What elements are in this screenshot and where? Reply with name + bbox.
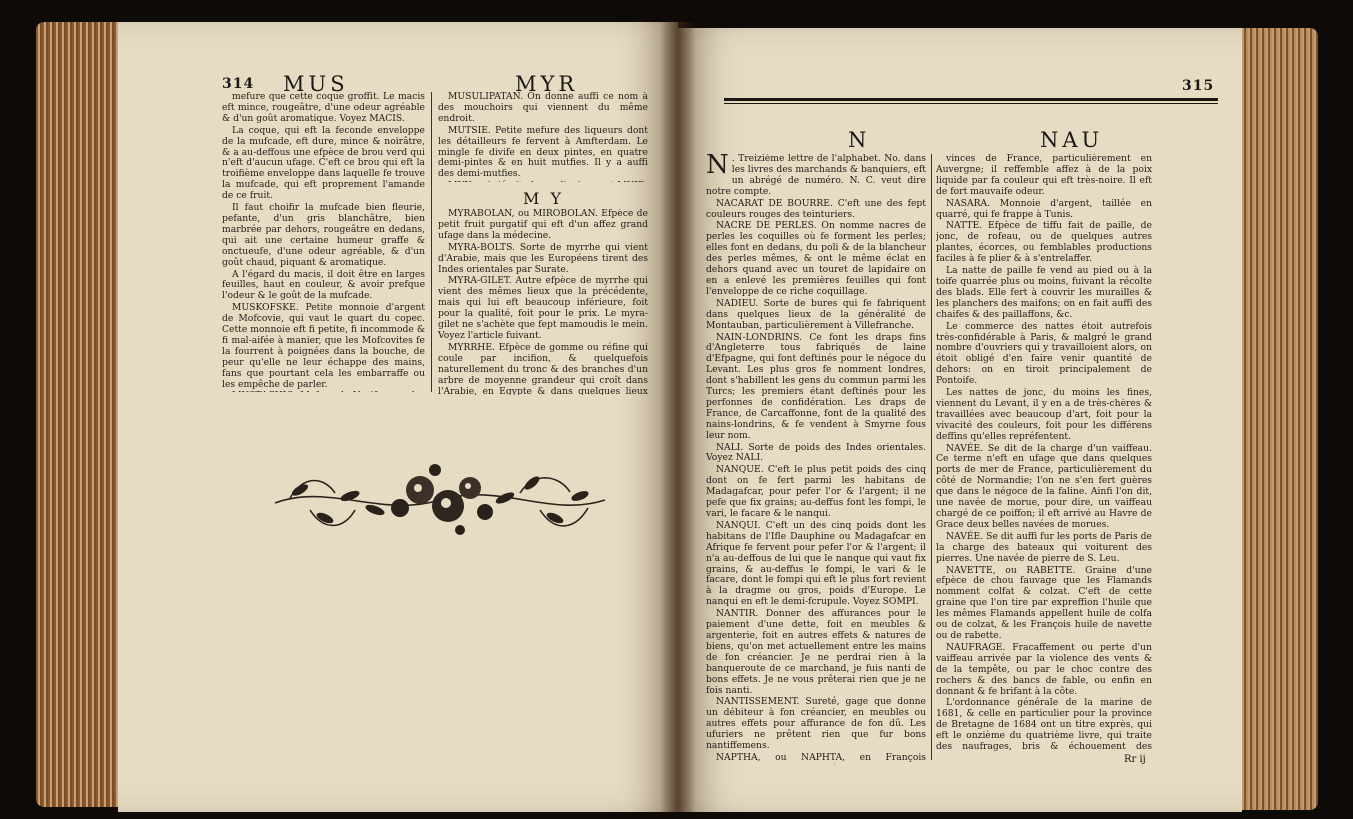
paragraph <box>936 388 1152 443</box>
paragraph-text: NAVETTE, ou RABETTE. Graine d'une efpèce de chou fauvage que les Flamands nomment colfat & colzat. C'eft de cette graine que l'on tire par expreffion l'huile que les mêmes Flamands appellent huile de colfa ou de colzat, & les François huile de navette ou de rabette. <box>936 564 1152 641</box>
left-page-edges <box>36 22 120 807</box>
paragraph <box>706 333 926 442</box>
paragraph <box>936 532 1152 565</box>
paragraph-text: NAVÉE. Se dit de la charge d'un vaiffeau. Ce terme n'eft en ufage que dans quelques ports de mer de France, particulièrement du côté de Normandie; l'on ne s'en fert guères que dans le négoce de la faline. Ainfi l'on dit, une navée de morue, pour dire, un vaiffeau chargé de ce poiffon; il eft arrivé au Havre de Grace deux belles navées de morues. <box>936 442 1152 530</box>
paragraph-text: MUSULIPATAN. On donne auffi ce nom à des mouchoirs qui viennent du même endroit. <box>438 92 648 124</box>
paragraph-text: MUSKOFSKE. Petite monnoie d'argent de Mofcovie, qui vaut le quart du copec. Cette monnoie eft fi petite, fi incommode & fi mal-aifée à manier, que les Mofcovites fe la fourrent à poignées dans la bouche, de peur qu'elle ne leur échappe des mains, fans que pourtant cela les embarraffe ou les empêche de parler. <box>222 302 425 390</box>
running-head-n: N <box>848 128 871 152</box>
paragraph-text: MYRABOLAN, ou MIROBOLAN. Efpèce de petit fruit purgatif qui eft d'un affez grand ufage dans la médecine. <box>438 209 648 241</box>
paragraph-text: NAUFRAGE. Fracaffement ou perte d'un vaiffeau arrivée par la violence des vents & de la tempête, ou par le choc contre des rochers & des bancs de fable, ou enfin en donnant & fe brifant à la côte. <box>936 641 1152 697</box>
paragraph-text: L'ordonnance générale de la marine de 1681, & celle en particulier pour la province de Bretagne de 1684 ont un titre exprès, qui eft le onzième du quatrième livre, qui traite des naufrages, bris & échouement des <box>936 697 1152 752</box>
paragraph-text: MYRA-GILET. Autre efpèce de myrrhe qui vient des mêmes lieux que la précédente, mais qui lui eft beaucoup inférieure, foit pour la qualité, foit pour le prix. Le myra-gilet ne s'achète que fept mamoudis le mein. Voyez l'article fuivant. <box>438 275 648 341</box>
right-column-2 <box>936 154 1152 752</box>
paragraph <box>222 126 425 202</box>
paragraph <box>222 92 425 125</box>
column-rule <box>431 92 432 392</box>
paragraph <box>438 276 648 341</box>
running-head-myr: MYR <box>515 72 579 96</box>
paragraph-text: NANTIR. Donner des affurances pour le paiement d'une dette, foit en meubles & argenterie, foit en autres effets & natures de biens, qu'on met actuellement entre les mains de fon créancier. Je ne perdrai rien à la banqueroute de ce marchand, je fuis nanti de bons effets. Je ne vous prêterai rien que je ne fois nanti. <box>706 608 926 696</box>
paragraph <box>936 444 1152 531</box>
paragraph <box>706 753 926 764</box>
paragraph <box>706 154 926 198</box>
left-column-2-bottom <box>438 209 648 395</box>
paragraph-text: vinces de France, particulièrement en Auvergne; il reffemble affez à de la poix liquide par fa couleur qui eft très-noire. Il eft de fort mauvaife odeur. <box>936 154 1152 197</box>
column-rule-right <box>931 154 932 760</box>
paragraph-text: NAVÉE. Se dit auffi fur les ports de Paris de la charge des bateaux qui voiturent des pierres. Une navée de pierre de S. Leu. <box>936 530 1152 564</box>
paragraph <box>222 203 425 268</box>
paragraph <box>936 322 1152 387</box>
paragraph <box>438 243 648 276</box>
paragraph <box>222 391 425 392</box>
paragraph <box>936 221 1152 265</box>
paragraph <box>936 698 1152 752</box>
right-page-edges <box>1230 28 1318 810</box>
paragraph-text: La coque, qui eft la feconde enveloppe de la mufcade, eft dure, mince & noirâtre, & a au-deffous une efpèce de brou verd qui n'eft d'aucun ufage. C'eft ce brou qui eft la troifième enveloppe dans laquelle fe trouve la mufcade, qui eft proprement l'amande de ce fruit. <box>222 124 425 202</box>
signature-mark: Rr ij <box>1124 754 1146 765</box>
paragraph-text: La natte de paille fe vend au pied ou à la toife quarrée plus ou moins, fuivant la récolte des blads. Elle fert à couvrir les murailles & les planchers des maifons; on en fait auffi des chaifes & des paillaffons, &c. <box>936 265 1152 320</box>
paragraph <box>222 303 425 390</box>
book-gutter <box>660 22 696 812</box>
page-number-left: 314 <box>222 76 255 92</box>
header-rule-thick <box>724 98 1218 101</box>
paragraph <box>936 199 1152 221</box>
paragraph <box>222 270 425 303</box>
paragraph-text <box>438 180 648 182</box>
paragraph-text: NACARAT DE BOURRE. C'eft une des fept couleurs rouges des teinturiers. <box>706 197 926 220</box>
paragraph-text <box>222 390 425 392</box>
paragraph-text: MYRRHE. Efpèce de gomme ou réfine qui coule par incifion, & quelquefois naturellement du tronc & des branches d'un arbre de moyenne grandeur qui croît dans l'Arabie, en Egypte & dans quelques lieux <box>438 341 648 395</box>
floral-ornament <box>270 448 610 558</box>
paragraph <box>706 443 926 465</box>
paragraph-text: NACRE DE PERLES. On nomme nacres de perles les coquilles où fe forment les perles; elles font en dedans, du poli & de la blancheur des perles mêmes, & ont le même éclat en dehors quand avec un touret de lapidaire on en a enlevé les premières feuilles qui font l'enveloppe de ce riche coquillage. <box>706 220 926 297</box>
paragraph <box>706 221 926 297</box>
paragraph-text: NANTISSEMENT. Sureté, gage que donne un débiteur à fon créancier, en meubles ou autres effets pour affurance de fon dû. Les ufuriers ne prêtent rien que fur bons nantiffemens. <box>706 696 926 752</box>
paragraph <box>438 209 648 242</box>
paragraph <box>936 266 1152 321</box>
paragraph <box>936 154 1152 198</box>
paragraph <box>706 609 926 696</box>
paragraph-text: Le commerce des nattes étoit autrefois très-confidérable à Paris, & malgré le grand nombre d'ouvriers qui y travailloient alors, on étoit obligé d'en faire venir quantité de dehors: on en tiroit principalement de Pontoife. <box>936 320 1152 387</box>
paragraph-text: NATTE. Efpèce de tiffu fait de paille, de jonc, de rofeau, ou de quelques autres plantes, écorces, ou femblables productions faciles à fe plier & à s'entrelaffer. <box>936 220 1152 265</box>
section-heading-my: M Y <box>523 189 565 208</box>
paragraph-text: . Treizième lettre de l'alphabet. No. dans les livres des marchands & banquiers, eft un abrégé de numéro. N. C. veut dire notre compte. <box>706 154 926 197</box>
paragraph-text: mefure que cette coque groffit. Le macis eft mince, rougeâtre, d'une odeur agréable & d'un goût aromatique. Voyez MACIS. <box>222 92 425 124</box>
paragraph-text: Les nattes de jonc, du moins les fines, viennent du Levant, il y en a de très-chères & travaillées avec beaucoup d'art, foit pour la vivacité des couleurs, foit pour les différens deffins qu'elles repréfentent. <box>936 387 1152 442</box>
header-rule-thin <box>724 103 1218 104</box>
paragraph-text: NASARA. Monnoie d'argent, taillée en quarré, qui fe frappe à Tunis. <box>936 197 1152 220</box>
paragraph-text: NADIEU. Sorte de bures qui fe fabriquent dans quelques lieux de la généralité de Montauban, particulièrement à Villefranche. <box>706 297 926 331</box>
left-column-1 <box>222 92 425 392</box>
running-head-mus: MUS <box>283 72 349 96</box>
paragraph <box>438 92 648 125</box>
paragraph-text: NALI. Sorte de poids des Indes orientales. Voyez NALI. <box>706 441 926 464</box>
page-number-right: 315 <box>1182 78 1215 94</box>
paragraph <box>706 521 926 608</box>
paragraph <box>438 343 648 395</box>
paragraph-text: MYRA-BOLTS. Sorte de myrrhe qui vient d'Arabie, mais que les Européens tirent des Indes orientales par Surate. <box>438 241 648 275</box>
paragraph-text: A l'égard du macis, il doit être en larges feuilles, haut en couleur, & avoir prefque l'odeur & le goût de la mufcade. <box>222 268 425 302</box>
paragraph-text: NANQUE. C'eft le plus petit poids des cinq dont on fe fert parmi les habitans de Madagafcar, pour pefer l'or & l'argent; il ne pefe que fix grains; au-deffus font les fompi, le vari, le facare & le nanqui. <box>706 464 926 519</box>
paragraph <box>706 465 926 520</box>
paragraph <box>706 299 926 332</box>
left-column-2-top <box>438 92 648 182</box>
paragraph <box>438 181 648 182</box>
drop-cap: N <box>706 154 729 180</box>
paragraph <box>936 643 1152 698</box>
paragraph-text: NAPTHA, ou NAPHTA, en François <box>716 751 926 763</box>
paragraph-text: NAIN-LONDRINS. Ce font les draps fins d'Angleterre tous fabriqués de laine d'Efpagne, qui font deftinés pour le négoce du Levant. Les plus gros fe nomment londres, dont s'habillent les gens du commun parmi les Turcs; les premiers étant deftinés pour les perfonnes de confidération. Les draps de France, de Carcaffonne, font de la qualité des nains-londrins, & fe vendent à Smyrne fous leur nom. <box>706 331 926 441</box>
paragraph <box>438 126 648 181</box>
paragraph-text: NANQUI. C'eft un des cinq poids dont les habitans de l'Ifle Dauphine ou Madagafcar en Afrique fe fervent pour pefer l'or & l'argent; il n'a au-deffous de lui que le nanque qui vaut fix grains, & au-deffus le fompi, le vari & le facare, dont le fompi qui eft le plus fort revient à la dragme ou gros, poids d'Europe. Le nanqui en eft le demi-fcrupule. Voyez SOMPI. <box>706 519 926 608</box>
paragraph-text: MUTSIE. Petite mefure des liqueurs dont les détailleurs fe fervent à Amfterdam. Le mingle fe divife en deux pintes, en quatre demi-pintes & en huit mutfies. Il y a auffi des demi-mutfies. <box>438 124 648 180</box>
paragraph-text: Il faut choifir la mufcade bien fleurie, pefante, d'un gris blanchâtre, bien marbrée par dehors, rougeâtre en dedans, qui ait une certaine humeur graffe & onctueufe, d'une odeur agréable, & d'un goût chaud, piquant & aromatique. <box>222 202 425 268</box>
paragraph <box>706 199 926 221</box>
running-head-nau: NAU <box>1040 128 1104 152</box>
right-column-1 <box>706 154 926 764</box>
paragraph <box>936 566 1152 642</box>
paragraph <box>706 697 926 752</box>
